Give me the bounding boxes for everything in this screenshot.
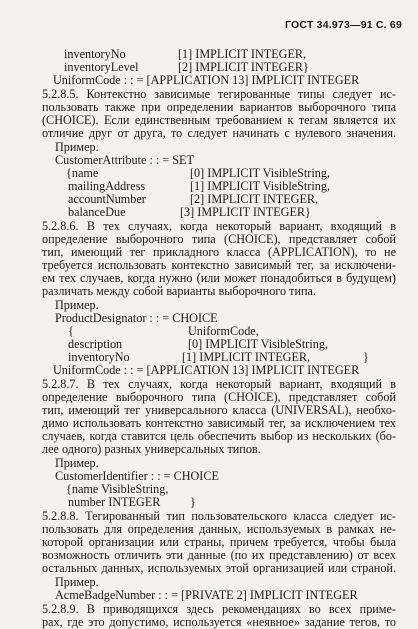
code-line: inventoryNo <box>64 47 126 61</box>
code-line: [1] IMPLICIT VisibleString, <box>190 179 330 193</box>
example-label: Пример. <box>55 575 99 589</box>
code-line: number INTEGER <box>68 495 161 509</box>
paragraph-line: 5.2.8.6. В тех случаях, когда некоторый вариант, входящий в <box>42 219 396 233</box>
code-line: [2] IMPLICIT INTEGER} <box>178 60 309 74</box>
code-line: UniformCode : : = [APPLICATION 13] IMPLICIT INTEGER <box>53 363 360 377</box>
code-line: { <box>68 324 74 338</box>
paragraph-line: отличие друг от друга, то следует начинать с нулевого значения. <box>42 126 396 140</box>
code-line: [3] IMPLICIT INTEGER} <box>180 205 311 219</box>
paragraph-line: 5.2.8.7. В тех случаях, когда некоторый вариант, входящий в <box>42 377 396 391</box>
code-line: [1] IMPLICIT INTEGER, <box>178 47 307 61</box>
code-line: inventoryLevel <box>64 60 139 74</box>
example-label: Пример. <box>55 456 99 470</box>
code-line: {name VisibleString, <box>66 482 169 496</box>
code-line: [1] IMPLICIT INTEGER, <box>182 350 311 364</box>
paragraph-line: случаев, когда ставится цель обеспечить выбор из нескольких (бо- <box>42 429 396 443</box>
code-line: AcmeBadgeNumber : : = [PRIVATE 2] IMPLICIT INTEGER <box>55 588 358 602</box>
paragraph-line: (CHOICE). Если единственным требованием к тегам является их <box>42 113 396 127</box>
paragraph-line: пользовать также при определении вариантов выборочного типа <box>42 100 396 114</box>
code-line: inventoryNo <box>68 350 130 364</box>
paragraph-line: 5.2.8.8. Тегированный тип пользовательского класса следует ис- <box>42 509 396 523</box>
paragraph-line: пользовать для определения данных, используемых в рамках не- <box>42 522 396 536</box>
paragraph-line: остальных данных, используемых этой организацией или страной. <box>42 561 396 575</box>
paragraph-line: тип, имеющий тег универсального класса (UNIVERSAL), необхо- <box>42 403 396 417</box>
page-header: ГОСТ 34.973—91 С. 69 <box>285 19 402 31</box>
code-line: } <box>190 495 196 509</box>
code-line: ProductDesignator : : = CHOICE <box>55 311 218 325</box>
paragraph-line: 5.2.8.5. Контекстно зависимые тегированные типы следует ис- <box>42 87 396 101</box>
code-line: CustomerIdentifier : : = CHOICE <box>55 469 219 483</box>
code-line: CustomerAttribute : : = SET <box>55 153 194 167</box>
example-label: Пример. <box>55 298 99 312</box>
paragraph-line: определение выборочного типа (CHOICE), представляет собой <box>42 390 396 404</box>
paragraph-line: определение выборочного типа (CHOICE), представляет собой <box>42 232 396 246</box>
code-line: {name <box>66 166 99 180</box>
paragraph-line: димо использовать контекстно зависимый тег, за исключением тех <box>42 416 396 430</box>
code-line: mailingAddress <box>68 179 146 193</box>
code-line: description <box>68 337 123 351</box>
example-label: Пример. <box>55 140 99 154</box>
code-line: balanceDue <box>68 205 126 219</box>
paragraph-line: лее одного) разных универсальных типов. <box>42 442 261 456</box>
paragraph-line: тип, имеющий тег прикладного класса (APPLICATION), то не <box>42 245 396 259</box>
code-line: accountNumber <box>68 192 146 206</box>
code-line: UniformCode : : = [APPLICATION 13] IMPLICIT INTEGER <box>53 73 360 87</box>
paragraph-line: рах, где это допустимо, используется «неявное» задание тегов, то <box>42 615 396 629</box>
code-line: [2] IMPLICIT INTEGER, <box>190 192 319 206</box>
paragraph-line: различать между собой варианты выборочного типа. <box>42 284 316 298</box>
paragraph-line: которой организации или страны, причем требуется, чтобы была <box>42 535 396 549</box>
code-line: } <box>363 350 369 364</box>
paragraph-line: 5.2.8.9. В приводящихся здесь рекомендациях во всех приме- <box>42 602 396 616</box>
paragraph-line: возможность отличить эти данные (по их представлению) от всех <box>42 548 396 562</box>
paragraph-line: требуется использовать контекстно зависимый тег, за исключени- <box>42 258 396 272</box>
code-line: [0] IMPLICIT VisibleString, <box>188 337 328 351</box>
code-line: [0] IMPLICIT VisibleString, <box>190 166 330 180</box>
code-line: UniformCode, <box>188 324 259 338</box>
paragraph-line: ем тех случаев, когда нужно (или может понадобиться в будущем) <box>42 271 396 285</box>
